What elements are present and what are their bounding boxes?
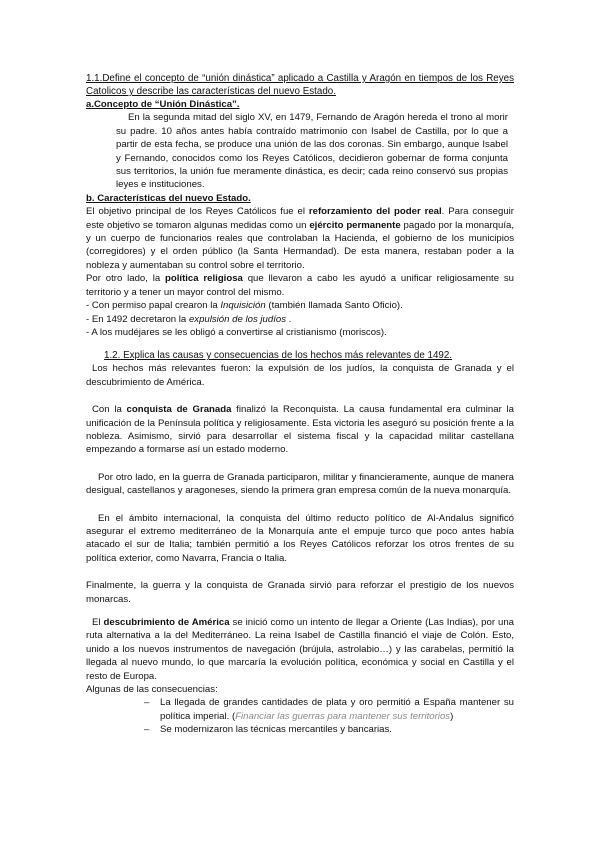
granada-paragraph-1 (86, 403, 514, 457)
granada-paragraph-4: Finalmente, la guerra y la conquista de Granada sirvió para reforzar el prestigio de los nuevos monarcas. (86, 580, 514, 605)
consequence-item (144, 696, 514, 723)
text-run: . Para conseguir este objetivo se tomaron algunas medidas como un (86, 206, 515, 231)
text-run: - En 1492 decretaron la (86, 313, 189, 325)
list-item-mudejares: - A los mudéjares se les obligó a convertirse al cristianismo (moriscos). (86, 326, 387, 338)
heading-1-2 (104, 349, 514, 362)
heading-1-2-text: Explica las causas y consecuencias de los hechos más relevantes de 1492. (123, 350, 453, 362)
section-1-2-intro: Los hechos más relevantes fueron: la expulsión de los judíos, la conquista de Granada y el descubrimiento de América. (86, 363, 514, 388)
heading-1-1-text: Define el concepto de “unión dinástica” aplicado a Castilla y Aragón en tiempos de los Reyes Catolicos y describe las características del nuevo Estado. (86, 73, 514, 97)
section-a-title: a.Concepto de “Unión Dinástica”. (86, 99, 240, 110)
text-run: El objetivo principal de los Reyes Católicos fue el (86, 206, 309, 218)
consequence-text (160, 696, 514, 723)
section-a-body: En la segunda mitad del siglo XV, en 1479, Fernando de Aragón hereda el trono al morir su padre. 10 años antes había contraído matrimonio con Isabel de Castilla, por lo que a partir de esta fecha, se produce una unión de las dos coronas. Sin embargo, aunque Isabel y Fernando, conocidos como los Reyes Católicos, decidieron gobernar de forma conjunta sus territorios, la unión fue meramente dinástica, es decir; cada reino conservó sus propias leyes e instituciones. (116, 112, 508, 191)
text-run: finalizó la Reconquista. La causa fundamental era culminar la unificación de la Península política y religiosamente. Esta victoria les aseguró su posición frente a la nobleza. Asimismo, sirvió para desarrollar el sistema fiscal y la capacidad militar castellana empezando a formarse así un estado moderno. (86, 404, 514, 456)
document-page (86, 72, 514, 737)
text-run: que llevaron a cabo les ayudó a unificar religiosamente su territorio y a tener un mayor control del mismo. (86, 273, 514, 298)
list-item-expulsion (86, 313, 514, 326)
heading-1-1 (86, 72, 514, 98)
consequences-label: Algunas de las consecuencias: (86, 684, 218, 696)
section-b-paragraph-2 (86, 272, 514, 299)
text-run: (también llamada Santo Oficio). (265, 300, 403, 312)
italic-note: Financiar las guerras para mantener sus territorios (235, 710, 451, 722)
italic-term: expulsión de los judíos (188, 313, 287, 325)
text-run: pagado por la monarquía, y un cuerpo de funcionarios reales que controlaban la Hacienda, el gobierno de los municipios (corregidores) y el orden público (la Santa Hermandad). De esta manera, restaban poder a la nobleza y aumentaban su control sobre el territorio. (86, 219, 514, 271)
heading-1-2-number: 1.2. (104, 350, 121, 362)
text-run: . (286, 313, 292, 325)
bold-term: descubrimiento de América (103, 617, 230, 628)
bold-term: política religiosa (165, 273, 243, 285)
section-b-title: b. Características del nuevo Estado. (86, 192, 251, 204)
list-dash: – (144, 724, 150, 736)
granada-paragraph-2: Por otro lado, en la guerra de Granada participaron, militar y financieramente, aunque de manera desigual, castellanos y aragoneses, siendo la primera gran empresa común de la nueva monarquía. (86, 471, 514, 497)
text-run: - Con permiso papal crearon la (86, 300, 221, 312)
list-item-inquisicion (86, 299, 514, 312)
america-paragraph (86, 616, 514, 683)
consequence-text: Se modernizaron las técnicas mercantiles y bancarias. (160, 724, 392, 736)
text-run: ) (450, 710, 454, 722)
text-run: El (92, 617, 104, 628)
bold-term: reforzamiento del poder real (308, 206, 442, 218)
section-b-paragraph-1 (86, 205, 514, 272)
text-run: Con la (92, 404, 127, 416)
granada-paragraph-3: En el ámbito internacional, la conquista del último reducto político de Al-Andalus significó asegurar el extremo mediterráneo de la Monarquía ante el empuje turco que poco antes había atacado el sur de Italia; también permitió a los Reyes Católicos reforzar los otros frentes de su política exterior, como Navarra, Francia o Italia. (86, 512, 514, 564)
italic-term: Inquisición (220, 300, 266, 312)
consequence-item (144, 723, 514, 736)
bold-term: conquista de Granada (126, 404, 232, 416)
heading-1-1-number: 1.1. (86, 73, 103, 84)
list-dash: – (144, 697, 150, 709)
bold-term: ejército permanente (309, 219, 401, 231)
text-run: Por otro lado, la (86, 273, 166, 285)
text-run: se inició como un intento de llegar a Oriente (Las Indias), por una ruta alternativa a la del Mediterráneo. La reina Isabel de Castilla financió el viaje de Colón. Esto, unido a los nuevos instrumentos de navegación (brújula, astrolabio…) y las carabelas, permitió la llegada al nuevo mundo, lo que marcaría la evolución política, económica y social en Castilla y el resto de Europa. (86, 617, 514, 682)
text-run: La llegada de grandes cantidades de plata y oro permitió a España mantener su política imperial. ( (160, 697, 514, 722)
